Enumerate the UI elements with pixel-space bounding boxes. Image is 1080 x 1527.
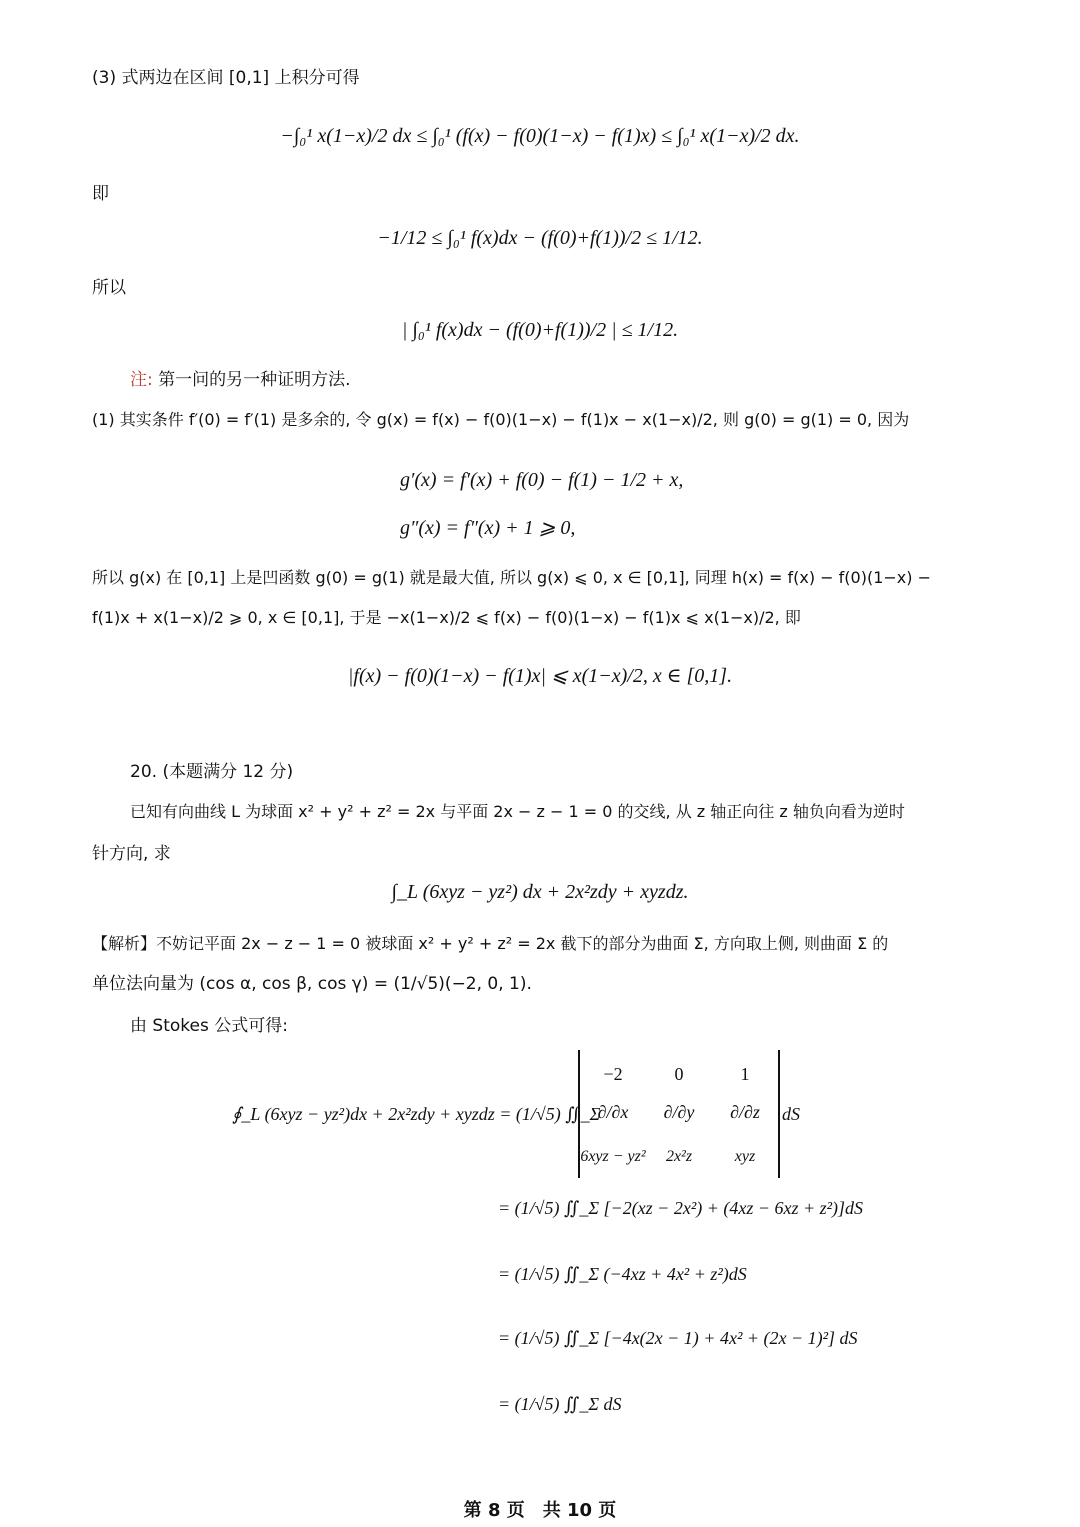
det-cell: xyz xyxy=(734,1148,756,1165)
note-text: 第一问的另一种证明方法. xyxy=(152,370,351,390)
equation: ∫_L (6xyz − yz²) dx + 2x²zdy + xyzdz. xyxy=(391,881,689,903)
text-line: 所以 xyxy=(92,278,126,298)
equation-step: = (1/√5) ∬_Σ (−4xz + 4x² + z²)dS xyxy=(498,1264,747,1284)
det-cell: −2 xyxy=(603,1064,623,1084)
stokes-lhs: ∮_L (6xyz − yz²)dx + 2x²zdy + xyzdz = (1/√5) ∬_Σ xyxy=(232,1104,601,1124)
equation: −1/12 ≤ ∫₀¹ f(x)dx − (f(0)+f(1))/2 ≤ 1/12. xyxy=(377,227,703,249)
det-cell: ∂/∂x xyxy=(597,1102,629,1122)
equation-step: = (1/√5) ∬_Σ dS xyxy=(498,1394,622,1414)
equation: g″(x) = f″(x) + 1 ⩾ 0, xyxy=(400,517,576,539)
det-cell: 6xyz − yz² xyxy=(580,1148,646,1165)
det-cell: ∂/∂y xyxy=(663,1102,695,1122)
det-cell: 1 xyxy=(740,1064,750,1084)
equation: g′(x) = f′(x) + f(0) − f(1) − 1/2 + x, xyxy=(400,469,684,491)
solution-line: 单位法向量为 (cos α, cos β, cos γ) = (1/√5)(−2, 0, 1). xyxy=(92,974,532,994)
equation-step: = (1/√5) ∬_Σ [−4x(2x − 1) + 4x² + (2x − 1)²] dS xyxy=(498,1328,858,1348)
note-line xyxy=(130,368,351,392)
equation-step: = (1/√5) ∬_Σ [−2(xz − 2x²) + (4xz − 6xz + z²)]dS xyxy=(498,1198,864,1218)
det-cell: 2x²z xyxy=(665,1148,693,1165)
det-cell: 0 xyxy=(674,1064,684,1084)
equation: −∫₀¹ x(1−x)/2 dx ≤ ∫₀¹ (f(x) − f(0)(1−x) − f(1)x) ≤ ∫₀¹ x(1−x)/2 dx. xyxy=(280,125,800,147)
determinant xyxy=(578,1050,780,1178)
paragraph-line: 所以 g(x) 在 [0,1] 上是凹函数 g(0) = g(1) 就是最大值, 所以 g(x) ⩽ 0, x ∈ [0,1], 同理 h(x) = f(x) − f(0)(1−x) − xyxy=(92,568,932,587)
equation: |f(x) − f(0)(1−x) − f(1)x| ⩽ x(1−x)/2, x ∈ [0,1]. xyxy=(347,665,733,687)
paragraph-line: f(1)x + x(1−x)/2 ⩾ 0, x ∈ [0,1], 于是 −x(1−x)/2 ⩽ f(x) − f(0)(1−x) − f(1)x ⩽ x(1−x)/2, 即 xyxy=(92,608,801,627)
paragraph-line: 针方向, 求 xyxy=(92,844,171,864)
solution-line: 【解析】不妨记平面 2x − z − 1 = 0 被球面 x² + y² + z² = 2x 截下的部分为曲面 Σ, 方向取上侧, 则曲面 Σ 的 xyxy=(92,934,889,953)
question-heading: 20. (本题满分 12 分) xyxy=(130,762,294,782)
text-line: (3) 式两边在区间 [0,1] 上积分可得 xyxy=(92,68,360,88)
equation: | ∫₀¹ f(x)dx − (f(0)+f(1))/2 | ≤ 1/12. xyxy=(401,319,679,341)
page-footer: 第 8 页 共 10 页 xyxy=(463,1500,617,1521)
solution-line: 由 Stokes 公式可得: xyxy=(130,1016,288,1036)
det-cell: ∂/∂z xyxy=(730,1102,760,1122)
text-line: 即 xyxy=(92,184,109,204)
stokes-ds: dS xyxy=(782,1104,800,1124)
paragraph-line: (1) 其实条件 f′(0) = f′(1) 是多余的, 令 g(x) = f(x) − f(0)(1−x) − f(1)x − x(1−x)/2, 则 g(0) = g(1) = 0, 因为 xyxy=(92,410,910,429)
paragraph-line: 已知有向曲线 L 为球面 x² + y² + z² = 2x 与平面 2x − z − 1 = 0 的交线, 从 z 轴正向往 z 轴负向看为逆时 xyxy=(130,802,905,821)
note-label: 注: xyxy=(130,370,153,390)
